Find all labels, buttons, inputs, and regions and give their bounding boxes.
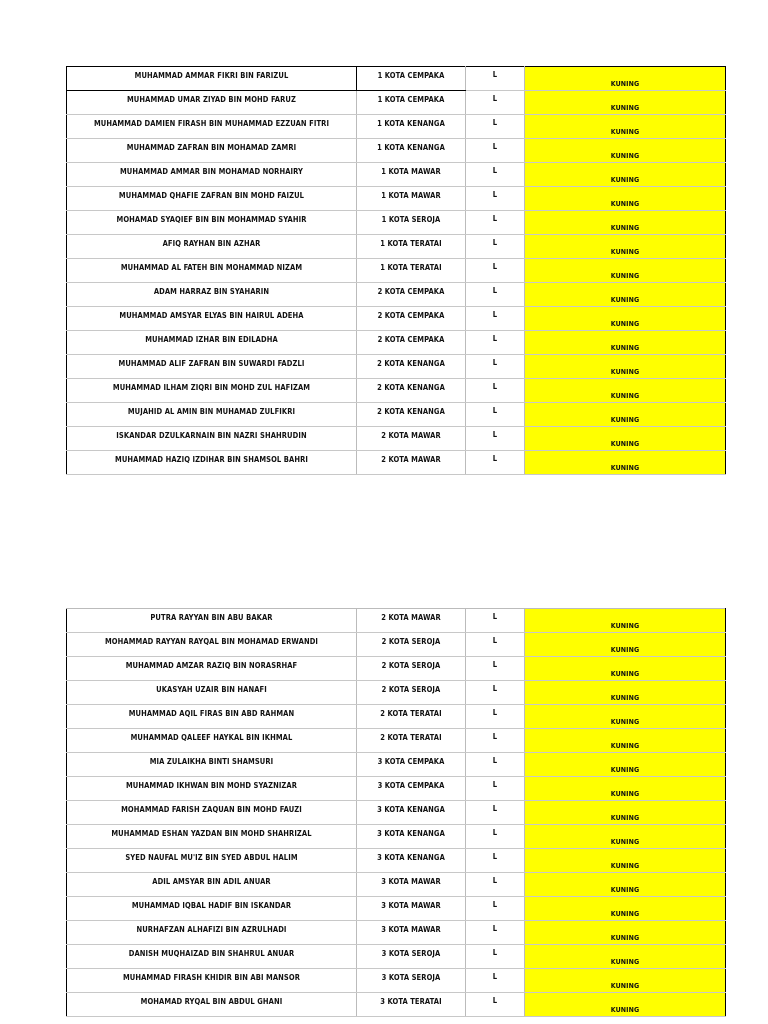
class-cell: 2 KOTA SEROJA bbox=[357, 633, 466, 657]
table-row bbox=[67, 633, 726, 657]
student-table-1 bbox=[66, 66, 726, 475]
table-row bbox=[67, 115, 726, 139]
student-name-cell: MUHAMMAD ESHAN YAZDAN BIN MOHD SHAHRIZAL bbox=[67, 825, 357, 849]
color-group-cell: KUNING bbox=[525, 849, 726, 873]
color-group-cell: KUNING bbox=[525, 259, 726, 283]
class-cell: 1 KOTA CEMPAKA bbox=[357, 91, 466, 115]
color-group-cell: KUNING bbox=[525, 729, 726, 753]
gender-cell: L bbox=[466, 873, 525, 897]
gender-cell: L bbox=[466, 705, 525, 729]
class-cell: 2 KOTA TERATAI bbox=[357, 705, 466, 729]
color-group-cell: KUNING bbox=[525, 403, 726, 427]
gender-cell: L bbox=[466, 657, 525, 681]
gender-cell: L bbox=[466, 969, 525, 993]
student-name-cell: MUHAMMAD AMMAR BIN MOHAMAD NORHAIRY bbox=[67, 163, 357, 187]
table-row bbox=[67, 187, 726, 211]
table-row bbox=[67, 609, 726, 633]
student-name-cell: PUTRA RAYYAN BIN ABU BAKAR bbox=[67, 609, 357, 633]
class-cell: 1 KOTA MAWAR bbox=[357, 187, 466, 211]
color-group-cell: KUNING bbox=[525, 331, 726, 355]
table-row bbox=[67, 945, 726, 969]
gender-cell: L bbox=[466, 67, 525, 91]
table-row bbox=[67, 777, 726, 801]
class-cell: 2 KOTA CEMPAKA bbox=[357, 331, 466, 355]
color-group-cell: KUNING bbox=[525, 211, 726, 235]
color-group-cell: KUNING bbox=[525, 451, 726, 475]
gender-cell: L bbox=[466, 139, 525, 163]
class-cell: 1 KOTA SEROJA bbox=[357, 211, 466, 235]
gender-cell: L bbox=[466, 259, 525, 283]
table-row bbox=[67, 163, 726, 187]
class-cell: 3 KOTA KENANGA bbox=[357, 825, 466, 849]
student-name-cell: NURHAFZAN ALHAFIZI BIN AZRULHADI bbox=[67, 921, 357, 945]
class-cell: 2 KOTA SEROJA bbox=[357, 657, 466, 681]
class-cell: 2 KOTA KENANGA bbox=[357, 355, 466, 379]
student-name-cell: ADIL AMSYAR BIN ADIL ANUAR bbox=[67, 873, 357, 897]
color-group-cell: KUNING bbox=[525, 427, 726, 451]
student-name-cell: MUHAMMAD IQBAL HADIF BIN ISKANDAR bbox=[67, 897, 357, 921]
color-group-cell: KUNING bbox=[525, 705, 726, 729]
student-name-cell: DANISH MUQHAIZAD BIN SHAHRUL ANUAR bbox=[67, 945, 357, 969]
table-row bbox=[67, 307, 726, 331]
table-row bbox=[67, 753, 726, 777]
gender-cell: L bbox=[466, 427, 525, 451]
color-group-cell: KUNING bbox=[525, 67, 726, 91]
table-row bbox=[67, 993, 726, 1017]
student-name-cell: MUHAMMAD FIRASH KHIDIR BIN ABI MANSOR bbox=[67, 969, 357, 993]
student-name-cell: MUHAMMAD AMSYAR ELYAS BIN HAIRUL ADEHA bbox=[67, 307, 357, 331]
student-name-cell: ADAM HARRAZ BIN SYAHARIN bbox=[67, 283, 357, 307]
gender-cell: L bbox=[466, 331, 525, 355]
table-row bbox=[67, 897, 726, 921]
color-group-cell: KUNING bbox=[525, 777, 726, 801]
class-cell: 3 KOTA CEMPAKA bbox=[357, 753, 466, 777]
student-name-cell: MUHAMMAD UMAR ZIYAD BIN MOHD FARUZ bbox=[67, 91, 357, 115]
color-group-cell: KUNING bbox=[525, 873, 726, 897]
color-group-cell: KUNING bbox=[525, 897, 726, 921]
student-name-cell: MOHAMAD RYQAL BIN ABDUL GHANI bbox=[67, 993, 357, 1017]
gender-cell: L bbox=[466, 163, 525, 187]
gender-cell: L bbox=[466, 283, 525, 307]
table-row bbox=[67, 825, 726, 849]
class-cell: 3 KOTA CEMPAKA bbox=[357, 777, 466, 801]
color-group-cell: KUNING bbox=[525, 163, 726, 187]
gender-cell: L bbox=[466, 307, 525, 331]
color-group-cell: KUNING bbox=[525, 91, 726, 115]
gender-cell: L bbox=[466, 801, 525, 825]
table-row bbox=[67, 427, 726, 451]
class-cell: 3 KOTA KENANGA bbox=[357, 849, 466, 873]
gender-cell: L bbox=[466, 235, 525, 259]
color-group-cell: KUNING bbox=[525, 355, 726, 379]
table-row bbox=[67, 331, 726, 355]
student-name-cell: MUHAMMAD AMZAR RAZIQ BIN NORASRHAF bbox=[67, 657, 357, 681]
table-row bbox=[67, 139, 726, 163]
gender-cell: L bbox=[466, 355, 525, 379]
color-group-cell: KUNING bbox=[525, 115, 726, 139]
gender-cell: L bbox=[466, 945, 525, 969]
class-cell: 2 KOTA MAWAR bbox=[357, 609, 466, 633]
color-group-cell: KUNING bbox=[525, 921, 726, 945]
student-name-cell: SYED NAUFAL MU'IZ BIN SYED ABDUL HALIM bbox=[67, 849, 357, 873]
student-name-cell: MUHAMMAD ILHAM ZIQRI BIN MOHD ZUL HAFIZAM bbox=[67, 379, 357, 403]
class-cell: 2 KOTA TERATAI bbox=[357, 729, 466, 753]
class-cell: 2 KOTA KENANGA bbox=[357, 379, 466, 403]
gender-cell: L bbox=[466, 681, 525, 705]
color-group-cell: KUNING bbox=[525, 657, 726, 681]
table-row bbox=[67, 657, 726, 681]
table-row bbox=[67, 849, 726, 873]
student-name-cell: AFIQ RAYHAN BIN AZHAR bbox=[67, 235, 357, 259]
class-cell: 1 KOTA MAWAR bbox=[357, 163, 466, 187]
student-name-cell: MUHAMMAD QALEEF HAYKAL BIN IKHMAL bbox=[67, 729, 357, 753]
class-cell: 2 KOTA SEROJA bbox=[357, 681, 466, 705]
color-group-cell: KUNING bbox=[525, 187, 726, 211]
student-name-cell: MUHAMMAD IZHAR BIN EDILADHA bbox=[67, 331, 357, 355]
class-cell: 1 KOTA TERATAI bbox=[357, 235, 466, 259]
gender-cell: L bbox=[466, 993, 525, 1017]
class-cell: 2 KOTA KENANGA bbox=[357, 403, 466, 427]
color-group-cell: KUNING bbox=[525, 945, 726, 969]
gender-cell: L bbox=[466, 753, 525, 777]
color-group-cell: KUNING bbox=[525, 307, 726, 331]
student-name-cell: MUHAMMAD ALIF ZAFRAN BIN SUWARDI FADZLI bbox=[67, 355, 357, 379]
table-row bbox=[67, 235, 726, 259]
gender-cell: L bbox=[466, 403, 525, 427]
gender-cell: L bbox=[466, 211, 525, 235]
color-group-cell: KUNING bbox=[525, 993, 726, 1017]
color-group-cell: KUNING bbox=[525, 753, 726, 777]
student-name-cell: MUHAMMAD AMMAR FIKRI BIN FARIZUL bbox=[67, 67, 357, 91]
table-row bbox=[67, 403, 726, 427]
gender-cell: L bbox=[466, 897, 525, 921]
gender-cell: L bbox=[466, 777, 525, 801]
table-row bbox=[67, 451, 726, 475]
student-name-cell: MUHAMMAD DAMIEN FIRASH BIN MUHAMMAD EZZUAN FITRI bbox=[67, 115, 357, 139]
student-name-cell: MUHAMMAD IKHWAN BIN MOHD SYAZNIZAR bbox=[67, 777, 357, 801]
table-row bbox=[67, 969, 726, 993]
table-row bbox=[67, 91, 726, 115]
gender-cell: L bbox=[466, 633, 525, 657]
class-cell: 3 KOTA MAWAR bbox=[357, 873, 466, 897]
color-group-cell: KUNING bbox=[525, 283, 726, 307]
gender-cell: L bbox=[466, 921, 525, 945]
class-cell: 2 KOTA CEMPAKA bbox=[357, 283, 466, 307]
table-row bbox=[67, 379, 726, 403]
class-cell: 3 KOTA KENANGA bbox=[357, 801, 466, 825]
class-cell: 1 KOTA KENANGA bbox=[357, 115, 466, 139]
student-name-cell: MOHAMMAD FARISH ZAQUAN BIN MOHD FAUZI bbox=[67, 801, 357, 825]
class-cell: 2 KOTA MAWAR bbox=[357, 451, 466, 475]
table-row bbox=[67, 729, 726, 753]
class-cell: 1 KOTA TERATAI bbox=[357, 259, 466, 283]
class-cell: 3 KOTA TERATAI bbox=[357, 993, 466, 1017]
class-cell: 2 KOTA CEMPAKA bbox=[357, 307, 466, 331]
table-row bbox=[67, 211, 726, 235]
gender-cell: L bbox=[466, 825, 525, 849]
student-table-2 bbox=[66, 608, 726, 1017]
color-group-cell: KUNING bbox=[525, 609, 726, 633]
class-cell: 3 KOTA MAWAR bbox=[357, 897, 466, 921]
color-group-cell: KUNING bbox=[525, 801, 726, 825]
gender-cell: L bbox=[466, 379, 525, 403]
student-name-cell: ISKANDAR DZULKARNAIN BIN NAZRI SHAHRUDIN bbox=[67, 427, 357, 451]
table-row bbox=[67, 681, 726, 705]
color-group-cell: KUNING bbox=[525, 139, 726, 163]
student-name-cell: MUHAMMAD AL FATEH BIN MOHAMMAD NIZAM bbox=[67, 259, 357, 283]
student-name-cell: UKASYAH UZAIR BIN HANAFI bbox=[67, 681, 357, 705]
gender-cell: L bbox=[466, 115, 525, 139]
gender-cell: L bbox=[466, 451, 525, 475]
student-name-cell: MIA ZULAIKHA BINTI SHAMSURI bbox=[67, 753, 357, 777]
table-row bbox=[67, 259, 726, 283]
student-name-cell: MOHAMMAD RAYYAN RAYQAL BIN MOHAMAD ERWANDI bbox=[67, 633, 357, 657]
class-cell: 3 KOTA SEROJA bbox=[357, 969, 466, 993]
student-name-cell: MUHAMMAD QHAFIE ZAFRAN BIN MOHD FAIZUL bbox=[67, 187, 357, 211]
student-name-cell: MOHAMAD SYAQIEF BIN BIN MOHAMMAD SYAHIR bbox=[67, 211, 357, 235]
table-row bbox=[67, 67, 726, 91]
color-group-cell: KUNING bbox=[525, 633, 726, 657]
class-cell: 1 KOTA CEMPAKA bbox=[357, 67, 466, 91]
class-cell: 1 KOTA KENANGA bbox=[357, 139, 466, 163]
table-row bbox=[67, 921, 726, 945]
student-name-cell: MUHAMMAD AQIL FIRAS BIN ABD RAHMAN bbox=[67, 705, 357, 729]
table-row bbox=[67, 705, 726, 729]
student-name-cell: MUHAMMAD HAZIQ IZDIHAR BIN SHAMSOL BAHRI bbox=[67, 451, 357, 475]
table-row bbox=[67, 355, 726, 379]
color-group-cell: KUNING bbox=[525, 681, 726, 705]
class-cell: 2 KOTA MAWAR bbox=[357, 427, 466, 451]
table-row bbox=[67, 801, 726, 825]
student-name-cell: MUHAMMAD ZAFRAN BIN MOHAMAD ZAMRI bbox=[67, 139, 357, 163]
gender-cell: L bbox=[466, 729, 525, 753]
class-cell: 3 KOTA MAWAR bbox=[357, 921, 466, 945]
gender-cell: L bbox=[466, 849, 525, 873]
table-row bbox=[67, 873, 726, 897]
gender-cell: L bbox=[466, 187, 525, 211]
class-cell: 3 KOTA SEROJA bbox=[357, 945, 466, 969]
student-name-cell: MUJAHID AL AMIN BIN MUHAMAD ZULFIKRI bbox=[67, 403, 357, 427]
gender-cell: L bbox=[466, 91, 525, 115]
table-row bbox=[67, 283, 726, 307]
color-group-cell: KUNING bbox=[525, 969, 726, 993]
color-group-cell: KUNING bbox=[525, 235, 726, 259]
gender-cell: L bbox=[466, 609, 525, 633]
color-group-cell: KUNING bbox=[525, 379, 726, 403]
color-group-cell: KUNING bbox=[525, 825, 726, 849]
